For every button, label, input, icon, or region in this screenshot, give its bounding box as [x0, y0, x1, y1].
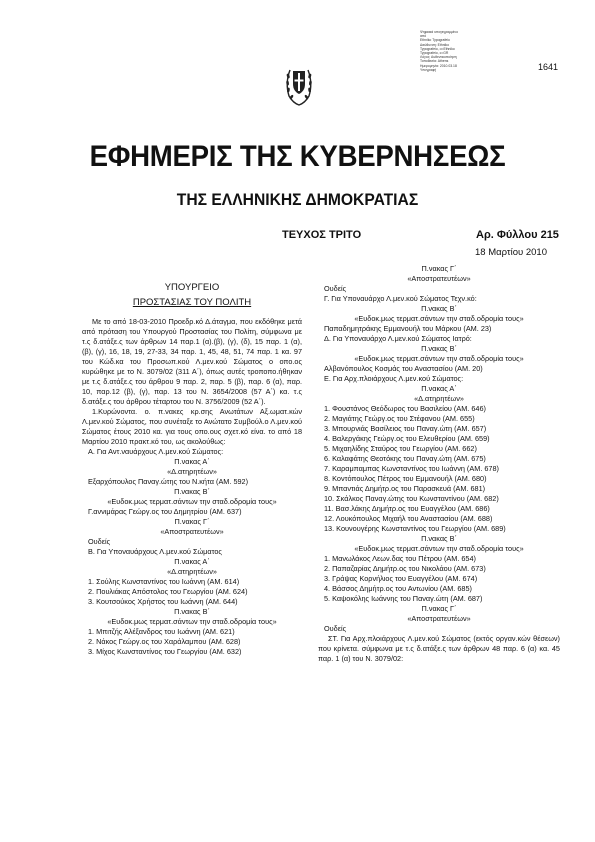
signature-line: Ethniko Typografeio	[420, 38, 450, 43]
list-item: 3. Κουτσούκος Χρήστος του Ιωάννη (ΑΜ. 644)	[88, 597, 238, 606]
list-item: 8. Κοντόπουλος Πέτρος του Εμμανουήλ (ΑΜ. 680)	[324, 474, 487, 483]
list-item: 4. Βαλεργάκης Γεώργ.ος του Ελευθερίου (ΑΜ. 659)	[324, 434, 490, 443]
section-heading: Δ. Για Υποναυάρχο Λ.μεν.κού Σώματος Ιατρό:	[324, 334, 472, 343]
gazette-subtitle: ΤΗΣ ΕΛΛΗΝΙΚΗΣ ΔΗΜΟΚΡΑΤΙΑΣ	[176, 190, 419, 209]
list-item: 2. Παπαζαρίας Δημήτρ.ος του Νικολάου (ΑΜ. 673)	[324, 564, 486, 573]
table-heading: Π.νακας Α΄	[174, 557, 210, 566]
list-item: 3. Γράψας Κορνήλιος του Ευαγγέλου (ΑΜ. 674)	[324, 574, 478, 583]
list-item: 3. Μίχος Κωνσταντίνος του Γεωργίου (ΑΜ. 632)	[88, 647, 242, 656]
table-kind: «Δ.ατηρητέων»	[414, 394, 464, 403]
right-column	[318, 264, 560, 664]
table-kind: «Δ.ατηρητέων»	[167, 467, 217, 476]
table-kind: «Ευδοκ.μως τερματ.σάντων την σταδ.οδρομία τους»	[354, 544, 524, 553]
sheet-number: Αρ. Φύλλου 215	[476, 229, 559, 241]
table-heading: Π.νακας Α΄	[421, 384, 457, 393]
signature-line: Typografeio, c=GR	[420, 51, 449, 56]
section-heading: Α. Για Αντ.ναυάρχους Λ.μεν.κού Σώματος:	[88, 447, 224, 456]
table-kind: «Αποστρατευτέων»	[407, 614, 471, 623]
list-item: 10. Σκάλκος Παναγ.ώτης του Κωνσταντίνου (ΑΜ. 682)	[324, 494, 499, 503]
issue-date: 18 Μαρτίου 2010	[475, 247, 547, 258]
list-item: 2. Νάκος Γεώργ.ος του Χαράλαμπου (ΑΜ. 628)	[88, 637, 241, 646]
signature-line: από	[420, 34, 427, 39]
list-item: Ουδείς	[324, 624, 347, 633]
list-item: Παπαδημητράκης Εμμανουήλ του Μάρκου (ΑΜ. 23)	[324, 324, 492, 333]
table-heading: Π.νακας Β΄	[174, 487, 210, 496]
list-item: Γ.αννιμάρας Γεώργ.ος του Δημητρίου (ΑΜ. 637)	[88, 507, 242, 516]
table-heading: Π.νακας Γ΄	[421, 604, 457, 613]
table-heading: Π.νακας Γ΄	[174, 517, 210, 526]
digital-signature-block	[420, 30, 490, 72]
ministry-name: ΥΠΟΥΡΓΕΙΟ	[164, 282, 220, 293]
section-heading: Ε. Για Αρχ.πλοιάρχους Λ.μεν.κού Σώματος:	[324, 374, 464, 383]
list-item: 1. Σούλης Κωνσταντίνος του Ιωάννη (ΑΜ. 614)	[88, 577, 240, 586]
ministry-name: ΠΡΟΣΤΑΣΙΑΣ ΤΟΥ ΠΟΛΙΤΗ	[132, 297, 252, 308]
section-heading: Β. Για Υποναυάρχους Λ.μεν.κού Σώματος	[88, 547, 222, 556]
list-item: 1. Μανωλάκος Λεων.δας του Πέτρου (ΑΜ. 654)	[324, 554, 476, 563]
list-item: 11. Βασ.λάκης Δημήτρ.ος του Ευαγγέλου (ΑΜ. 686)	[324, 504, 490, 513]
list-item: 9. Μπαντιάς Δημήτρ.ος του Παρασκευά (ΑΜ. 681)	[324, 484, 486, 493]
list-item: 1. Φουστάνος Θεόδωρος του Βασιλείου (ΑΜ. 646)	[324, 404, 486, 413]
list-item: 2. Μαγιάτης Γεώργ.ος του Στέφανου (ΑΜ. 655)	[324, 414, 475, 423]
coat-of-arms-icon	[284, 58, 314, 108]
table-heading: Π.νακας Γ΄	[421, 264, 457, 273]
ratification-paragraph: 1.Κυρώνοντα. ο. π.νακες κρ.σης Ανωτάτων Αξ.ωματ.κών Λ.μεν.κού Σώματος, που συνέταξε το Ανώτατο Συμβούλ.ο Λ.μεν.κού Σώματος έτους 2010 κα. για τους οπο.ους σχετ.κό είνα. το από 18 Μαρτίου 2010 πρακτ.κό του, ως ακολούθως:	[82, 407, 302, 446]
table-heading: Π.νακας Β΄	[421, 534, 457, 543]
issue-label: ΤΕΥΧΟΣ ΤΡΙΤΟ	[282, 229, 362, 241]
table-kind: «Ευδοκ.μως τερματ.σάντων την σταδ.οδρομία τους»	[354, 314, 524, 323]
signature-line: Τοποθεσία: Athens	[420, 59, 449, 64]
list-item: 2. Πουλιάκας Απόστολος του Γεωργίου (ΑΜ. 624)	[88, 587, 248, 596]
list-item: Ουδείς	[88, 537, 111, 546]
list-item: 7. Καραμπαμπας Κωνσταντίνος του Ιωάννη (ΑΜ. 678)	[324, 464, 499, 473]
table-kind: «Ευδοκ.μως τερματ.σάντων την σταδ.οδρομία τους»	[354, 354, 524, 363]
signature-line: Λόγος: Αυθεντικοποίηση	[420, 55, 457, 60]
section-heading: ΣΤ. Για Αρχ.πλοιάρχους Λ.μεν.κού Σώματος (εκτός οργαν.κών θέσεων) που κρίνετα. σύμφωνα με τ.ς δ.ατάξε.ς των άρθρων 48 παρ. 6 (α) κα. 45 παρ. 1 (α) του Ν. 3079/02:	[318, 634, 560, 663]
table-kind: «Αποστρατευτέων»	[407, 274, 471, 283]
signature-line: Ημερομηνία: 2010.03.18	[420, 63, 457, 68]
list-item: 1. Μπιτζής Αλέξανδρος του Ιωάννη (ΑΜ. 621)	[88, 627, 235, 636]
list-item: Εξαρχόπουλος Παναγ.ώτης του Ν.κήτα (ΑΜ. 592)	[88, 477, 249, 486]
section-heading: Γ. Για Υποναυάρχο Λ.μεν.κού Σώματος Τεχν.κό:	[324, 294, 477, 303]
list-item: Αλβανόπουλος Κοσμάς του Αναστασίου (ΑΜ. 20)	[324, 364, 483, 373]
list-item: 13. Κουνουγέρης Κωνσταντίνος του Γεωργίου (ΑΜ. 689)	[324, 524, 506, 533]
page-number: 1641	[538, 62, 559, 72]
intro-paragraph: Με το από 18-03-2010 Προεδρ.κό Δ.άταγμα, που εκδόθηκε μετά από πρόταση του Υπουργού Προστασίας του Πολίτη, σύμφωνα με τ.ς δ.ατάξε.ς των άρθρων 14 παρ.1 (α).(β), (γ), (δ), 15 παρ. 1 (α), (β), (γ), 16, 18, 19, 27-33, 34 παρ. 1, 45, 48, 51, 74 παρ. 1 κα. 97 του Κώδ.κα του Προσωπ.κού Λ.μεν.κού Σώματος ο οπο.ος κυρώθηκε με το Ν. 3079/02 (311 Α΄), όπως αυτές τροποπο.ήθηκαν με τ.ς δ.ατάξε.ς του άρθρου 9 παρ. 2, παρ. 5 (β), παρ. 6 (α), παρ. 10, παρ.12 (β), (γ), παρ. 13 του Ν. 3654/2008 (57 Α΄) κα. τ.ς δ.ατάξε.ς του άρθρου τέταρτου του Ν. 3756/2009 (52 Α΄).	[82, 317, 302, 406]
table-heading: Π.νακας Β΄	[421, 344, 457, 353]
table-heading: Π.νακας Α΄	[174, 457, 210, 466]
list-item: 12. Λουκόπουλος Μιχαήλ του Αναστασίου (ΑΜ. 688)	[324, 514, 493, 523]
signature-line: Υπογραφή	[420, 67, 437, 72]
list-item: 5. Μιχαηλίδης Σταύρος του Γεωργίου (ΑΜ. 662)	[324, 444, 477, 453]
list-item: 4. Βάσσος Δημήτρ.ος του Αντωνίου (ΑΜ. 685)	[324, 584, 472, 593]
signature-line: Typografeio, o=Ethniko	[420, 46, 455, 51]
list-item: 5. Καψοκόλης Ιωάννης του Παναγ.ώτη (ΑΜ. 687)	[324, 594, 483, 603]
gazette-title: ΕΦΗΜΕΡΙΣ ΤΗΣ ΚΥΒΕΡΝΗΣΕΩΣ	[89, 140, 506, 173]
table-heading: Π.νακας Β΄	[421, 304, 457, 313]
list-item: Ουδείς	[324, 284, 347, 293]
signature-line: Διεύθυνση: Ethniko	[420, 42, 449, 47]
table-kind: «Ευδοκ.μως τερματ.σάντων την σταδ.οδρομία τους»	[107, 617, 277, 626]
table-kind: «Ευδοκ.μως τερματ.σάντων την σταδ.οδρομία τους»	[107, 497, 277, 506]
list-item: 6. Καλαφάτης Θεοτόκης του Παναγ.ώτη (ΑΜ. 675)	[324, 454, 486, 463]
table-kind: «Αποστρατευτέων»	[160, 527, 224, 536]
list-item: 3. Μπουρνιάς Βασίλειος του Παναγ.ώτη (ΑΜ. 657)	[324, 424, 487, 433]
table-kind: «Δ.ατηρητέων»	[167, 567, 217, 576]
table-heading: Π.νακας Β΄	[174, 607, 210, 616]
signature-line: Ψηφιακά υπογεγραμμένο	[420, 30, 459, 34]
left-column	[82, 280, 302, 657]
